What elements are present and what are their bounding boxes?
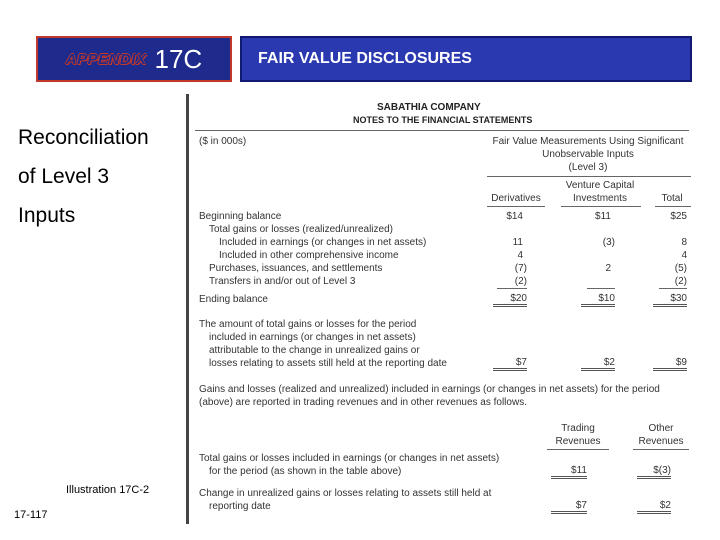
row-value-total: 4 xyxy=(681,250,687,261)
illustration-caption: Illustration 17C-2 xyxy=(66,484,150,496)
page-number: 17-117 xyxy=(14,509,48,521)
col-derivatives: Derivatives xyxy=(491,193,541,204)
heading-line-1: Reconciliation xyxy=(18,126,149,149)
row-value-total: 8 xyxy=(681,237,687,248)
row-a-value-trading: $11 xyxy=(551,465,587,479)
company-name: SABATHIA COMPANY xyxy=(377,102,481,113)
fv-header-line-1: Fair Value Measurements Using Significant xyxy=(492,136,684,147)
para1-line: losses relating to assets still held at the reporting date xyxy=(209,358,447,369)
row-b-line: Change in unrealized gains or losses relating to assets still held at xyxy=(199,488,492,499)
col-total: Total xyxy=(661,193,683,204)
row-b-line: reporting date xyxy=(209,501,271,512)
row-value-vc: (3) xyxy=(602,237,615,248)
col-rule-trading xyxy=(547,449,609,450)
col-other-line-2: Revenues xyxy=(638,436,684,447)
subtotal-rule-d xyxy=(497,288,527,289)
row-label: Purchases, issuances, and settlements xyxy=(209,263,383,274)
row-value-derivatives: (7) xyxy=(514,263,527,274)
row-value-total: (2) xyxy=(674,276,687,287)
col-trading-line-1: Trading xyxy=(561,423,595,434)
row-value-vc: $10 xyxy=(581,293,615,307)
heading-line-2: of Level 3 xyxy=(18,165,110,188)
row-a-line: Total gains or losses included in earnings (or changes in net assets) xyxy=(199,453,500,464)
col-other-line-1: Other xyxy=(648,423,674,434)
row-value-total: $25 xyxy=(670,211,687,222)
row-label: Included in other comprehensive income xyxy=(219,250,399,261)
para1-value-derivatives: $7 xyxy=(493,357,527,371)
appendix-number: 17C xyxy=(154,43,203,74)
col-vc-line-1: Venture Capital xyxy=(565,180,635,191)
row-a-value-other: $(3) xyxy=(637,465,671,479)
para1-line: attributable to the change in unrealized gains or xyxy=(209,345,420,356)
row-label: Total gains or losses (realized/unrealized) xyxy=(209,224,393,235)
col-vc-line-2: Investments xyxy=(573,193,627,204)
subtotal-rule-t xyxy=(659,288,687,289)
row-label-ending: Ending balance xyxy=(199,294,268,305)
row-label: Transfers in and/or out of Level 3 xyxy=(209,276,356,287)
row-b-value-trading: $7 xyxy=(551,500,587,514)
units-label: ($ in 000s) xyxy=(199,136,247,147)
row-b-value-other: $2 xyxy=(637,500,671,514)
para1-value-total: $9 xyxy=(653,357,687,371)
fv-header-line-3: (Level 3) xyxy=(568,162,608,173)
row-value-derivatives: 4 xyxy=(517,250,523,261)
row-value-derivatives: (2) xyxy=(514,276,527,287)
row-value-total: (5) xyxy=(674,263,687,274)
row-value-derivatives: 11 xyxy=(512,237,523,248)
col-trading-line-2: Revenues xyxy=(555,436,601,447)
fv-header-line-2: Unobservable Inputs xyxy=(542,149,634,160)
financial-statement xyxy=(186,94,692,524)
row-value-derivatives: $20 xyxy=(493,293,527,307)
col-rule-d xyxy=(487,206,545,207)
subtotal-rule-v xyxy=(587,288,615,289)
row-label: Included in earnings (or changes in net assets) xyxy=(219,237,427,248)
row-value-derivatives: $14 xyxy=(506,211,523,222)
slide-title: FAIR VALUE DISCLOSURES xyxy=(258,50,472,67)
row-a-line: for the period (as shown in the table above) xyxy=(209,466,402,477)
col-rule-v xyxy=(561,206,641,207)
top-rule xyxy=(195,130,689,131)
para1-value-vc: $2 xyxy=(581,357,615,371)
heading-line-3: Inputs xyxy=(18,204,76,227)
row-value-vc: 2 xyxy=(605,263,611,274)
col-rule-other xyxy=(633,449,689,450)
notes-title: NOTES TO THE FINANCIAL STATEMENTS xyxy=(353,115,533,125)
slide-title-bar xyxy=(240,36,692,82)
row-label: Beginning balance xyxy=(199,211,282,222)
row-value-total: $30 xyxy=(653,293,687,307)
para1-line: The amount of total gains or losses for the period xyxy=(199,319,417,330)
para2-line: Gains and losses (realized and unrealized) included in earnings (or changes in net assets) for the period xyxy=(199,384,660,395)
para2-line: (above) are reported in trading revenues and in other revenues as follows. xyxy=(199,397,527,408)
appendix-word: APPENDIX xyxy=(65,50,147,68)
appendix-badge xyxy=(36,36,232,82)
row-value-vc: $11 xyxy=(595,211,611,222)
section-heading xyxy=(18,118,188,235)
col-rule-t xyxy=(655,206,691,207)
fv-header-rule xyxy=(487,176,691,177)
para1-line: included in earnings (or changes in net assets) xyxy=(209,332,416,343)
